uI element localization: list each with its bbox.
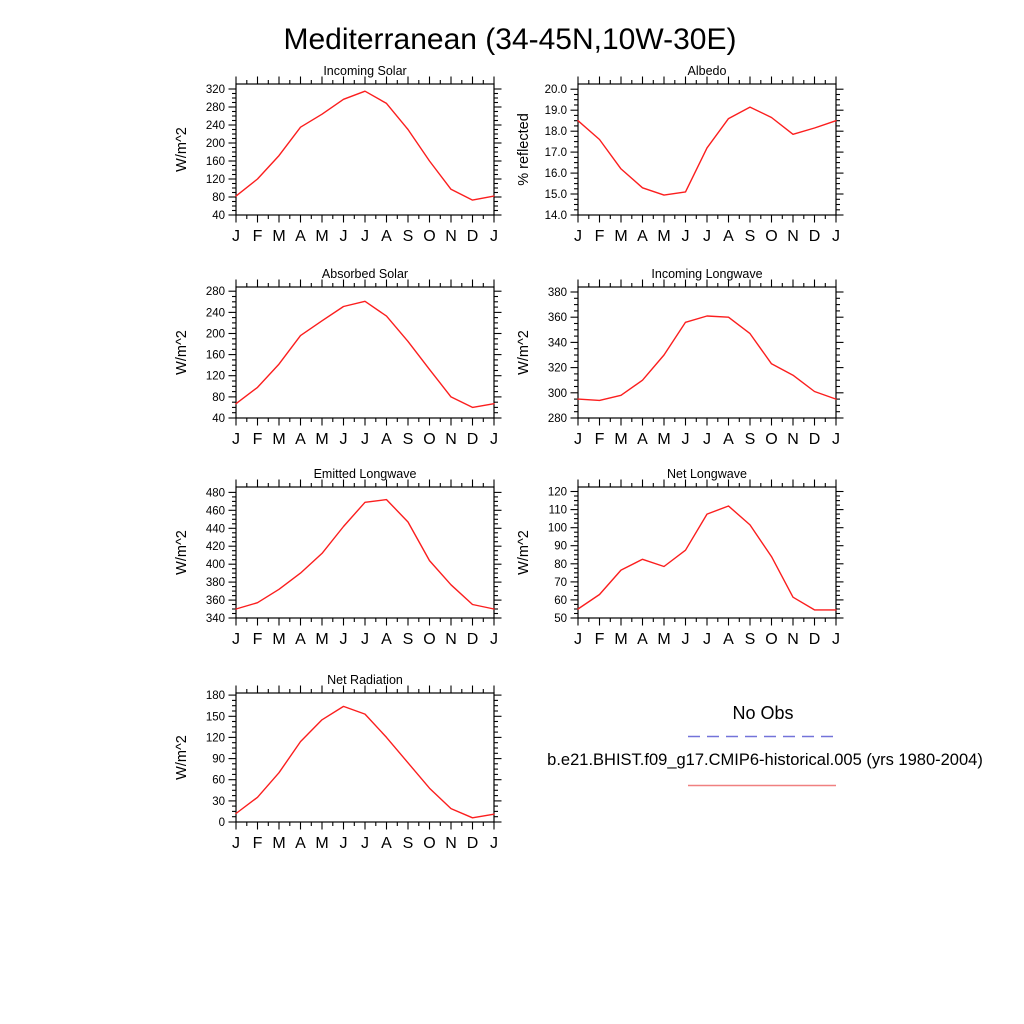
x-tick-label: J <box>832 431 840 448</box>
x-tick-label: D <box>808 431 821 448</box>
y-axis-label: W/m^2 <box>174 127 190 172</box>
x-tick-label: M <box>315 631 329 648</box>
x-tick-label: J <box>832 631 840 648</box>
y-tick-label: 120 <box>205 370 225 383</box>
x-tick-label: J <box>232 228 240 245</box>
no-obs-dashed-line <box>687 734 837 739</box>
x-tick-label: F <box>594 631 605 648</box>
x-tick-label: A <box>381 431 392 448</box>
y-tick-label: 200 <box>205 328 225 341</box>
series-line <box>578 107 836 195</box>
x-tick-label: D <box>466 228 479 245</box>
x-tick-label: M <box>657 631 671 648</box>
series-line <box>236 91 494 200</box>
x-tick-label: O <box>423 431 436 448</box>
y-tick-label: 40 <box>212 210 225 222</box>
x-tick-label: M <box>614 228 628 245</box>
x-tick-label: F <box>252 228 263 245</box>
y-tick-label: 60 <box>212 774 225 787</box>
x-tick-label: S <box>402 631 414 648</box>
y-tick-label: 18.0 <box>544 126 567 139</box>
x-tick-label: J <box>574 228 582 245</box>
chart-canvas <box>150 265 514 454</box>
x-tick-label: J <box>339 631 348 648</box>
y-tick-label: 15.0 <box>544 189 567 201</box>
x-tick-label: O <box>423 228 436 245</box>
x-tick-label: O <box>765 431 778 448</box>
y-tick-label: 20.0 <box>544 84 567 97</box>
plot-frame <box>236 84 494 215</box>
x-tick-label: J <box>232 835 240 852</box>
x-tick-label: M <box>315 835 329 852</box>
x-tick-label: J <box>361 631 369 648</box>
x-tick-label: A <box>723 228 734 245</box>
legend-series-label: b.e21.BHIST.f09_g17.CMIP6-historical.005 (yrs 1980-2004) <box>547 751 983 769</box>
x-tick-label: O <box>423 835 436 852</box>
x-tick-label: M <box>272 228 286 245</box>
y-tick-label: 17.0 <box>544 147 567 160</box>
x-tick-label: A <box>723 631 734 648</box>
chart-canvas <box>150 465 514 654</box>
y-tick-label: 380 <box>547 287 567 299</box>
x-tick-label: M <box>614 431 628 448</box>
y-tick-label: 120 <box>205 732 225 745</box>
y-tick-label: 70 <box>554 576 567 589</box>
y-tick-label: 16.0 <box>544 168 567 181</box>
axis-ticks <box>229 77 502 223</box>
x-tick-label: J <box>339 835 348 852</box>
y-tick-label: 280 <box>547 413 567 425</box>
chart-title: Net Longwave <box>667 467 747 481</box>
y-tick-label: 19.0 <box>544 105 567 118</box>
plot-frame <box>578 487 836 618</box>
y-tick-label: 240 <box>205 307 225 320</box>
y-axis-label: W/m^2 <box>516 530 532 575</box>
chart-canvas <box>150 671 514 858</box>
x-tick-label: J <box>574 431 582 448</box>
y-tick-label: 100 <box>547 522 567 535</box>
y-tick-label: 380 <box>205 577 225 590</box>
y-tick-label: 120 <box>205 174 225 186</box>
x-tick-label: J <box>339 431 348 448</box>
series-solid-line <box>687 783 837 788</box>
x-tick-label: J <box>574 631 582 648</box>
y-tick-label: 480 <box>205 487 225 500</box>
y-tick-label: 40 <box>212 413 225 425</box>
chart-albedo <box>492 62 856 251</box>
axis-ticks <box>229 480 502 626</box>
x-tick-label: A <box>381 228 392 245</box>
y-tick-label: 160 <box>205 349 225 362</box>
chart-net-radiation <box>150 671 514 860</box>
chart-title: Albedo <box>687 64 727 78</box>
y-tick-label: 300 <box>547 387 567 400</box>
x-tick-label: N <box>787 431 799 448</box>
axis-ticks <box>571 280 844 426</box>
x-tick-label: A <box>381 631 392 648</box>
y-axis-label: W/m^2 <box>174 530 190 575</box>
series-line <box>236 500 494 609</box>
plot-frame <box>578 287 836 418</box>
chart-canvas <box>492 265 856 454</box>
x-tick-label: J <box>339 228 348 245</box>
x-tick-label: J <box>832 228 840 245</box>
x-tick-label: O <box>423 631 436 648</box>
y-tick-label: 280 <box>205 102 225 114</box>
x-tick-label: J <box>232 431 240 448</box>
y-tick-label: 30 <box>212 795 225 808</box>
axis-ticks <box>229 686 502 830</box>
y-tick-label: 80 <box>212 192 225 204</box>
axis-ticks <box>571 77 844 223</box>
y-axis-label: % reflected <box>516 113 532 186</box>
chart-title: Absorbed Solar <box>321 267 409 281</box>
plot-frame <box>236 693 494 822</box>
x-tick-label: A <box>637 631 648 648</box>
x-tick-label: S <box>402 835 414 852</box>
x-tick-label: S <box>402 431 414 448</box>
x-tick-label: F <box>594 228 605 245</box>
y-tick-label: 200 <box>205 138 225 150</box>
series-line <box>578 506 836 610</box>
x-tick-label: J <box>490 835 498 852</box>
x-tick-label: O <box>765 228 778 245</box>
x-tick-label: J <box>361 835 369 852</box>
x-tick-label: M <box>614 631 628 648</box>
y-tick-label: 80 <box>554 558 567 571</box>
x-tick-label: J <box>490 631 498 648</box>
y-axis-label: W/m^2 <box>174 330 190 375</box>
x-tick-label: A <box>295 835 306 852</box>
x-tick-label: M <box>272 431 286 448</box>
x-tick-label: N <box>445 835 457 852</box>
chart-incoming-solar <box>150 62 514 251</box>
x-tick-label: A <box>295 228 306 245</box>
y-tick-label: 50 <box>554 613 567 625</box>
y-tick-label: 280 <box>205 286 225 299</box>
chart-incoming-longwave <box>492 265 856 454</box>
y-tick-label: 320 <box>547 362 567 375</box>
chart-title: Emitted Longwave <box>313 467 417 481</box>
x-tick-label: F <box>252 631 263 648</box>
x-tick-label: J <box>681 631 690 648</box>
chart-title: Incoming Solar <box>323 64 407 78</box>
y-tick-label: 110 <box>548 504 567 517</box>
series-line <box>578 316 836 400</box>
x-tick-label: S <box>744 431 756 448</box>
x-tick-label: N <box>787 631 799 648</box>
y-tick-label: 360 <box>205 595 225 608</box>
x-tick-label: F <box>252 835 263 852</box>
plot-frame <box>236 487 494 618</box>
x-tick-label: D <box>466 835 479 852</box>
x-tick-label: F <box>252 431 263 448</box>
x-tick-label: D <box>808 228 821 245</box>
x-tick-label: N <box>445 431 457 448</box>
x-tick-label: J <box>490 431 498 448</box>
chart-canvas <box>150 62 514 251</box>
chart-title: Incoming Longwave <box>651 267 763 281</box>
x-tick-label: N <box>445 228 457 245</box>
x-tick-label: D <box>466 431 479 448</box>
chart-title: Net Radiation <box>327 673 403 687</box>
x-tick-label: J <box>361 228 369 245</box>
x-tick-label: A <box>295 431 306 448</box>
y-tick-label: 120 <box>547 486 567 499</box>
x-tick-label: A <box>381 835 392 852</box>
x-tick-label: J <box>361 431 369 448</box>
x-tick-label: M <box>315 228 329 245</box>
x-tick-label: O <box>765 631 778 648</box>
x-tick-label: J <box>681 228 690 245</box>
y-tick-label: 400 <box>205 559 225 572</box>
chart-absorbed-solar <box>150 265 514 454</box>
y-tick-label: 150 <box>205 711 225 724</box>
y-tick-label: 340 <box>205 613 225 625</box>
plot-frame <box>578 84 836 215</box>
x-tick-label: J <box>232 631 240 648</box>
x-tick-label: N <box>445 631 457 648</box>
legend-no-obs-label: No Obs <box>732 703 794 723</box>
y-tick-label: 0 <box>218 817 225 829</box>
x-tick-label: M <box>657 228 671 245</box>
x-tick-label: A <box>295 631 306 648</box>
x-tick-label: D <box>466 631 479 648</box>
y-tick-label: 440 <box>205 523 225 536</box>
x-tick-label: N <box>787 228 799 245</box>
y-tick-label: 160 <box>205 156 225 168</box>
x-tick-label: D <box>808 631 821 648</box>
x-tick-label: S <box>744 228 756 245</box>
y-tick-label: 320 <box>205 84 225 96</box>
x-tick-label: J <box>490 228 498 245</box>
x-tick-label: J <box>703 228 711 245</box>
x-tick-label: S <box>744 631 756 648</box>
chart-canvas <box>492 465 856 654</box>
y-tick-label: 460 <box>205 505 225 518</box>
x-tick-label: A <box>723 431 734 448</box>
x-tick-label: A <box>637 228 648 245</box>
x-tick-label: A <box>637 431 648 448</box>
y-tick-label: 360 <box>547 312 567 325</box>
y-axis-label: W/m^2 <box>174 735 190 780</box>
x-tick-label: J <box>703 631 711 648</box>
y-tick-label: 340 <box>547 337 567 350</box>
series-line <box>236 301 494 407</box>
y-tick-label: 60 <box>554 594 567 607</box>
y-tick-label: 90 <box>554 540 567 553</box>
x-tick-label: M <box>272 631 286 648</box>
y-axis-label: W/m^2 <box>516 330 532 375</box>
chart-canvas <box>492 62 856 251</box>
x-tick-label: M <box>657 431 671 448</box>
y-tick-label: 14.0 <box>544 210 567 222</box>
x-tick-label: S <box>402 228 414 245</box>
y-tick-label: 180 <box>205 690 225 703</box>
y-tick-label: 240 <box>205 120 225 132</box>
x-tick-label: F <box>594 431 605 448</box>
x-tick-label: M <box>315 431 329 448</box>
page-title: Mediterranean (34-45N,10W-30E) <box>283 23 737 56</box>
x-tick-label: J <box>703 431 711 448</box>
y-tick-label: 420 <box>205 541 225 554</box>
y-tick-label: 90 <box>212 753 225 766</box>
x-tick-label: J <box>681 431 690 448</box>
series-line <box>236 706 494 817</box>
chart-emitted-longwave <box>150 465 514 654</box>
x-tick-label: M <box>272 835 286 852</box>
chart-net-longwave <box>492 465 856 654</box>
y-tick-label: 80 <box>212 391 225 404</box>
